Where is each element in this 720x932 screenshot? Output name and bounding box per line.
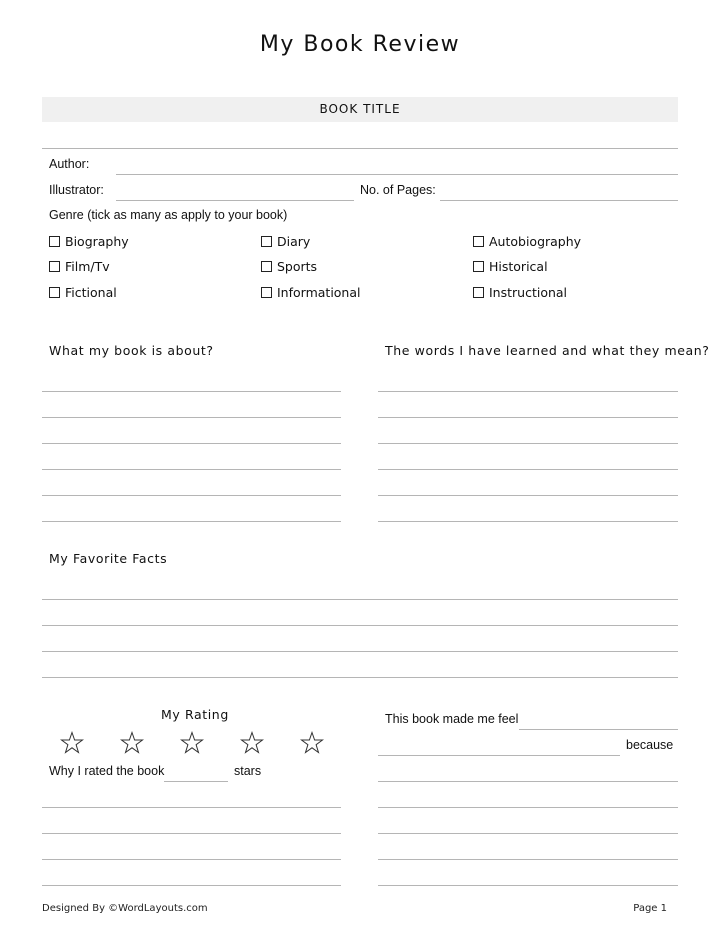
footer-credit: Designed By ©WordLayouts.com	[42, 903, 208, 914]
star-count-field[interactable]	[164, 781, 228, 782]
star-icon[interactable]	[60, 731, 84, 755]
genre-label: Film/Tv	[65, 259, 110, 274]
illustrator-label: Illustrator:	[49, 183, 104, 197]
genre-label: Biography	[65, 234, 129, 249]
genre-label: Sports	[277, 259, 318, 274]
checkbox-icon[interactable]	[473, 261, 484, 272]
about-line[interactable]	[42, 469, 341, 470]
because-line[interactable]	[378, 859, 678, 860]
feel-label: This book made me feel	[385, 712, 519, 726]
about-line[interactable]	[42, 443, 341, 444]
genre-option-sports[interactable]	[261, 259, 317, 274]
genre-option-informational[interactable]	[261, 285, 361, 300]
genre-label: Autobiography	[489, 234, 582, 249]
words-line[interactable]	[378, 443, 678, 444]
rating-heading: My Rating	[161, 707, 229, 722]
page-number: Page 1	[633, 903, 667, 914]
checkbox-icon[interactable]	[261, 236, 272, 247]
words-heading: The words I have learned and what they mean?	[385, 343, 710, 358]
checkbox-icon[interactable]	[473, 236, 484, 247]
genre-label: Diary	[277, 234, 311, 249]
facts-line[interactable]	[42, 625, 678, 626]
about-line[interactable]	[42, 391, 341, 392]
about-line[interactable]	[42, 495, 341, 496]
checkbox-icon[interactable]	[261, 261, 272, 272]
words-line[interactable]	[378, 469, 678, 470]
star-icon[interactable]	[240, 731, 264, 755]
checkbox-icon[interactable]	[261, 287, 272, 298]
separator-rule	[42, 148, 678, 149]
feel-line[interactable]	[378, 755, 620, 756]
pages-label: No. of Pages:	[360, 183, 436, 197]
words-line[interactable]	[378, 391, 678, 392]
genre-option-historical[interactable]	[473, 259, 548, 274]
feel-field[interactable]	[519, 729, 678, 730]
genre-option-diary[interactable]	[261, 234, 310, 249]
genre-label: Fictional	[65, 285, 117, 300]
genre-label: Informational	[277, 285, 361, 300]
facts-line[interactable]	[42, 651, 678, 652]
genre-option-autobiography[interactable]	[473, 234, 581, 249]
genre-option-fictional[interactable]	[49, 285, 117, 300]
star-icon[interactable]	[180, 731, 204, 755]
facts-heading: My Favorite Facts	[49, 551, 168, 566]
about-line[interactable]	[42, 521, 341, 522]
because-line[interactable]	[378, 885, 678, 886]
rating-reason-line[interactable]	[42, 833, 341, 834]
star-icon[interactable]	[120, 731, 144, 755]
because-line[interactable]	[378, 781, 678, 782]
checkbox-icon[interactable]	[473, 287, 484, 298]
genre-option-film-tv[interactable]	[49, 259, 110, 274]
words-line[interactable]	[378, 521, 678, 522]
genre-label: Historical	[489, 259, 548, 274]
page-title: My Book Review	[259, 32, 461, 57]
author-field[interactable]	[116, 174, 678, 175]
author-label: Author:	[49, 157, 90, 171]
because-label: because	[626, 738, 674, 752]
checkbox-icon[interactable]	[49, 261, 60, 272]
book-title-field[interactable]	[42, 97, 678, 122]
words-line[interactable]	[378, 417, 678, 418]
genre-option-instructional[interactable]	[473, 285, 567, 300]
pages-field[interactable]	[440, 200, 678, 201]
because-line[interactable]	[378, 833, 678, 834]
rating-reason-line[interactable]	[42, 807, 341, 808]
rating-reason-line[interactable]	[42, 885, 341, 886]
words-line[interactable]	[378, 495, 678, 496]
checkbox-icon[interactable]	[49, 287, 60, 298]
book-title-label: BOOK TITLE	[319, 102, 401, 116]
stars-label: stars	[234, 764, 262, 778]
illustrator-field[interactable]	[116, 200, 354, 201]
rating-reason-line[interactable]	[42, 859, 341, 860]
because-line[interactable]	[378, 807, 678, 808]
about-line[interactable]	[42, 417, 341, 418]
star-icon[interactable]	[300, 731, 324, 755]
why-rated-label: Why I rated the book	[49, 764, 165, 778]
facts-line[interactable]	[42, 677, 678, 678]
checkbox-icon[interactable]	[49, 236, 60, 247]
facts-line[interactable]	[42, 599, 678, 600]
about-heading: What my book is about?	[49, 343, 214, 358]
genre-prompt: Genre (tick as many as apply to your book)	[49, 208, 288, 222]
genre-label: Instructional	[489, 285, 568, 300]
genre-option-biography[interactable]	[49, 234, 129, 249]
